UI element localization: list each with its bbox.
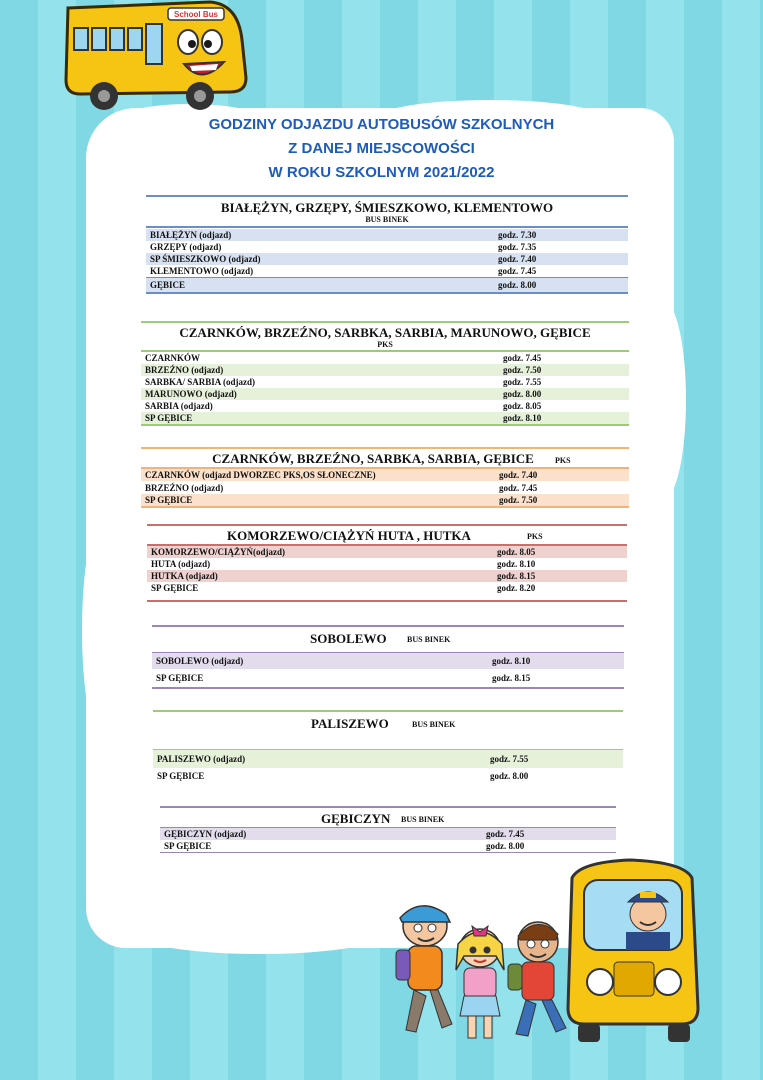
table-row [146, 241, 628, 253]
place-cell: SP ŚMIESZKOWO (odjazd) [150, 254, 261, 264]
place-cell: CZARNKÓW (odjazd DWORZEC PKS,OS SŁONECZNE) [145, 470, 376, 480]
place-cell: SARBIA (odjazd) [145, 401, 213, 411]
table-row [160, 828, 616, 840]
time-cell: godz. 7.30 [498, 230, 537, 240]
table-row [153, 768, 623, 784]
table-row [146, 265, 628, 277]
table-row [147, 570, 627, 582]
section-title: GĘBICZYN [321, 811, 391, 826]
timetable-section-bialezyn [146, 195, 628, 294]
section-carrier: BUS BINEK [365, 215, 409, 224]
place-cell: BIAŁĘŻYN (odjazd) [150, 230, 232, 240]
place-cell: SP GĘBICE [157, 771, 205, 781]
time-cell: godz. 8.20 [497, 583, 536, 593]
section-carrier: PKS [377, 340, 393, 349]
page-title-line1: GODZINY ODJAZDU AUTOBUSÓW SZKOLNYCH [208, 116, 555, 133]
section-carrier: BUS BINEK [407, 635, 451, 644]
section-title: CZARNKÓW, BRZEŹNO, SARBKA, SARBIA, MARUNOWO, GĘBICE [179, 325, 591, 340]
place-cell: SP GĘBICE [145, 413, 193, 423]
page-title-line2: Z DANEJ MIEJSCOWOŚCI [288, 140, 475, 157]
timetable-section-paliszewo [153, 710, 623, 784]
section-carrier: PKS [555, 456, 571, 465]
time-cell: godz. 8.05 [503, 401, 542, 411]
place-cell: HUTA (odjazd) [151, 559, 211, 569]
paper-edge [82, 520, 122, 740]
section-title: CZARNKÓW, BRZEŹNO, SARBKA, SARBIA, GĘBICE [212, 451, 534, 466]
school-bus-illustration [60, 0, 260, 120]
bus-sign-text: School Bus [173, 10, 219, 19]
table-row [152, 653, 624, 669]
section-carrier: BUS BINEK [401, 815, 445, 824]
time-cell: godz. 8.00 [486, 841, 525, 851]
table-row [160, 840, 616, 852]
time-cell: godz. 7.45 [503, 353, 542, 363]
time-cell: godz. 8.00 [503, 389, 542, 399]
table-row [152, 669, 624, 687]
time-cell: godz. 7.45 [498, 266, 537, 276]
time-cell: godz. 7.50 [499, 495, 538, 505]
place-cell: GĘBICZYN (odjazd) [164, 829, 247, 839]
paper-edge [130, 910, 390, 954]
table-row [141, 352, 629, 364]
place-cell: SARBKA/ SARBIA (odjazd) [145, 377, 256, 387]
place-cell: MARUNOWO (odjazd) [145, 389, 237, 399]
table-row [147, 546, 627, 558]
place-cell: SP GĘBICE [151, 583, 199, 593]
place-cell: GĘBICE [150, 280, 186, 290]
place-cell: KOMORZEWO/CIĄŻYŃ(odjazd) [151, 547, 286, 557]
time-cell: godz. 7.35 [498, 242, 537, 252]
timetable-section-czarnkow-marunowo [141, 321, 629, 426]
table-row [141, 494, 629, 506]
place-cell: PALISZEWO (odjazd) [157, 754, 246, 764]
place-cell: HUTKA (odjazd) [151, 571, 218, 581]
place-cell: SOBOLEWO (odjazd) [156, 656, 244, 666]
table-row [141, 412, 629, 424]
place-cell: GRZĘPY (odjazd) [150, 242, 222, 252]
time-cell: godz. 8.10 [503, 413, 542, 423]
table-row [146, 229, 628, 241]
page-title-line3: W ROKU SZKOLNYM 2021/2022 [268, 164, 495, 181]
table-row [141, 400, 629, 412]
timetable-section-gebiczyn [160, 806, 616, 853]
timetable-section-komorzewo [147, 524, 627, 602]
time-cell: godz. 7.55 [490, 754, 529, 764]
table-row [141, 376, 629, 388]
section-title: KOMORZEWO/CIĄŻYŃ HUTA , HUTKA [227, 528, 471, 543]
table-row [141, 469, 629, 481]
section-title: BIAŁĘŻYN, GRZĘPY, ŚMIESZKOWO, KLEMENTOWO [220, 200, 554, 215]
section-title: SOBOLEWO [310, 631, 387, 646]
table-row [147, 558, 627, 570]
table-row [141, 388, 629, 400]
time-cell: godz. 8.00 [498, 280, 537, 290]
time-cell: godz. 8.10 [497, 559, 536, 569]
table-row [146, 253, 628, 265]
place-cell: SP GĘBICE [156, 673, 204, 683]
section-title: PALISZEWO [311, 716, 389, 731]
children-illustration [380, 900, 580, 1050]
place-cell: BRZEŹNO (odjazd) [145, 365, 224, 375]
time-cell: godz. 8.15 [497, 571, 536, 581]
table-row [141, 482, 629, 494]
place-cell: BRZEŹNO (odjazd) [145, 483, 224, 493]
bus-driver-illustration [560, 858, 710, 1048]
time-cell: godz. 7.40 [498, 254, 537, 264]
time-cell: godz. 8.15 [492, 673, 531, 683]
place-cell: SP GĘBICE [145, 495, 193, 505]
timetable-section-czarnkow-gebice [141, 447, 629, 508]
timetable-section-sobolewo [152, 625, 624, 689]
time-cell: godz. 8.05 [497, 547, 536, 557]
table-row [153, 750, 623, 768]
paper-edge [640, 300, 686, 500]
time-cell: godz. 7.55 [503, 377, 542, 387]
place-cell: SP GĘBICE [164, 841, 212, 851]
table-row [141, 364, 629, 376]
place-cell: CZARNKÓW [145, 353, 201, 363]
table-row [146, 278, 628, 292]
table-row [147, 582, 627, 594]
time-cell: godz. 7.40 [499, 470, 538, 480]
time-cell: godz. 8.10 [492, 656, 531, 666]
section-carrier: BUS BINEK [412, 720, 456, 729]
time-cell: godz. 7.50 [503, 365, 542, 375]
place-cell: KLEMENTOWO (odjazd) [150, 266, 254, 276]
section-carrier: PKS [527, 532, 543, 541]
time-cell: godz. 8.00 [490, 771, 529, 781]
time-cell: godz. 7.45 [499, 483, 538, 493]
time-cell: godz. 7.45 [486, 829, 525, 839]
